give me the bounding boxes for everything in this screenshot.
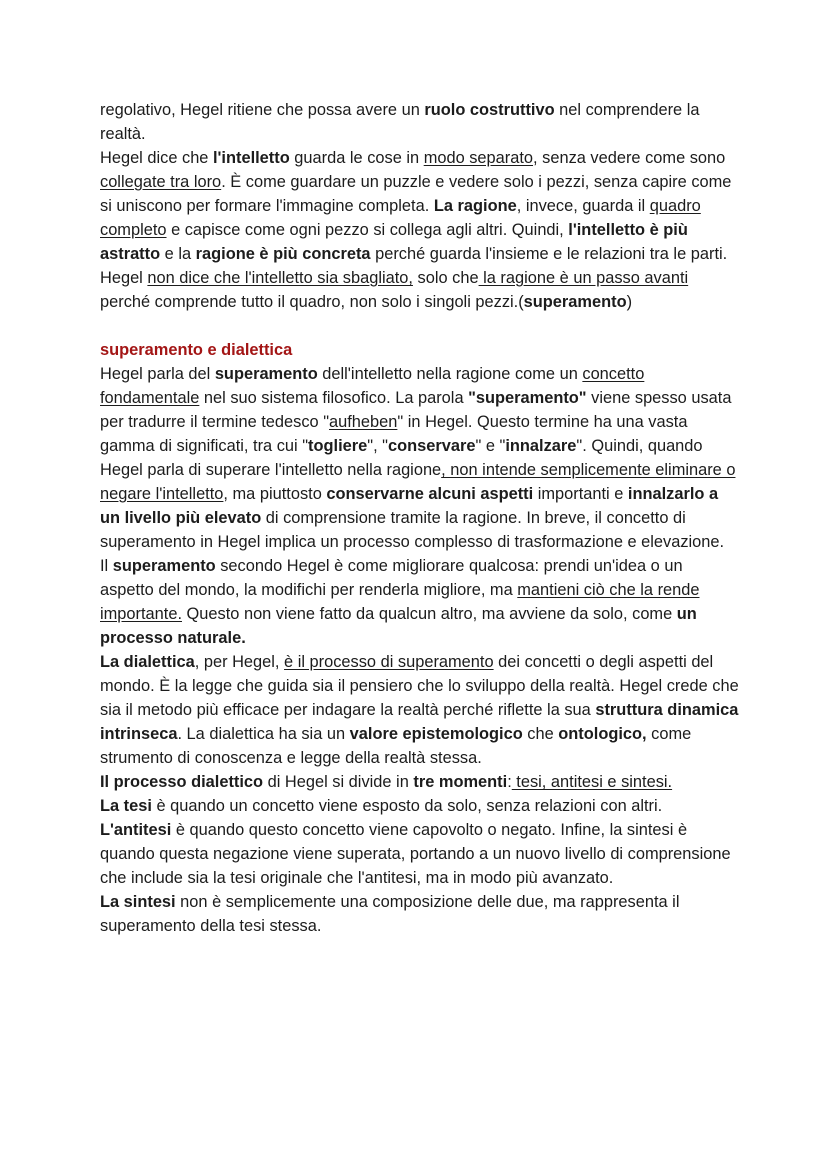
text-run: . La dialettica ha sia un xyxy=(177,725,350,743)
bold-text: conservarne alcuni aspetti xyxy=(326,485,534,503)
bold-text: togliere xyxy=(308,437,368,455)
text-run: " in Hegel. Questo termine ha una vasta gamma di significati, tra cui " xyxy=(100,413,688,455)
text-run: che xyxy=(522,725,559,743)
sintesi-paragraph xyxy=(100,890,740,938)
bold-text: conservare xyxy=(388,437,476,455)
bold-text: valore epistemologico xyxy=(349,725,523,743)
underlined-text: quadro completo xyxy=(100,197,701,239)
antitesi-paragraph xyxy=(100,818,740,890)
text-run: viene spesso usata per tradurre il termine tedesco " xyxy=(100,389,732,431)
text-run: , invece, guarda il xyxy=(516,197,650,215)
text-run: dell'intelletto nella ragione come un xyxy=(317,365,583,383)
bold-text: La sintesi xyxy=(100,893,176,911)
underlined-text: collegate tra loro xyxy=(100,173,222,191)
underlined-text: mantieni ciò che la rende importante. xyxy=(100,581,700,623)
bold-text: l'intelletto xyxy=(212,149,290,167)
underlined-text: modo separato xyxy=(423,149,534,167)
text-run: , per Hegel, xyxy=(194,653,285,671)
text-run: . È come guardare un puzzle e vedere solo i pezzi, senza capire come si uniscono per formare l'immagine completa. xyxy=(100,173,732,215)
superamento-explanation-paragraph xyxy=(100,554,740,650)
text-run: Hegel dice che xyxy=(100,149,213,167)
superamento-paragraph xyxy=(100,362,740,554)
text-run: dei concetti o degli aspetti del mondo. È la legge che guida sia il pensiero che lo sviluppo della realtà. Hegel crede che sia il metodo più efficace per indagare la realtà perché riflette la sua xyxy=(100,653,739,719)
intro-paragraph-2 xyxy=(100,146,740,314)
bold-text: ruolo costruttivo xyxy=(424,101,555,119)
bold-text: superamento xyxy=(523,293,627,311)
underlined-text: concetto fondamentale xyxy=(100,365,645,407)
text-run: Il xyxy=(100,557,113,575)
text-run: solo che xyxy=(412,269,479,287)
text-run: come strumento di conoscenza e legge della realtà stessa. xyxy=(100,725,692,767)
bold-text: ontologico, xyxy=(558,725,647,743)
bold-text: La ragione xyxy=(433,197,517,215)
document-page xyxy=(100,98,740,938)
text-run: ) xyxy=(626,293,633,311)
bold-text: un processo naturale. xyxy=(100,605,697,647)
underlined-text: è il processo di superamento xyxy=(284,653,494,671)
underlined-text: , non intende semplicemente eliminare o negare l'intelletto xyxy=(100,461,736,503)
text-run: importanti e xyxy=(533,485,628,503)
tesi-paragraph xyxy=(100,794,740,818)
text-run: è quando un concetto viene esposto da solo, senza relazioni con altri. xyxy=(151,797,663,815)
text-run: guarda le cose in xyxy=(289,149,424,167)
text-run: , ma piuttosto xyxy=(223,485,327,503)
bold-text: innalzarlo a un livello più elevato xyxy=(100,485,719,527)
text-run: Hegel parla del xyxy=(100,365,215,383)
bold-text: L'antitesi xyxy=(100,821,172,839)
text-run: " e " xyxy=(475,437,506,455)
underlined-text: non dice che l'intelletto sia sbagliato, xyxy=(147,269,413,287)
text-run: è quando questo concetto viene capovolto o negato. Infine, la sintesi è quando questa negazione viene superata, portando a un nuovo livello di comprensione che include sia la tesi originale che l'antitesi, ma in modo più avanzato. xyxy=(100,821,731,887)
text-run: perché guarda l'insieme e le relazioni tra le parti. Hegel xyxy=(100,245,728,287)
text-run: ". Quindi, quando Hegel parla di superare l'intelletto nella ragione xyxy=(100,437,703,479)
bold-text: Il processo dialettico xyxy=(100,773,264,791)
underlined-text: aufheben xyxy=(329,413,398,431)
text-run: ", " xyxy=(367,437,388,455)
text-run: non è semplicemente una composizione delle due, ma rappresenta il superamento della tesi stessa. xyxy=(100,893,680,935)
text-run: di Hegel si divide in xyxy=(263,773,414,791)
bold-text: struttura dinamica intrinseca xyxy=(100,701,739,743)
bold-text: La dialettica xyxy=(100,653,195,671)
bold-text: l'intelletto è più astratto xyxy=(100,221,688,263)
text-run: nel comprendere la realtà. xyxy=(100,101,700,143)
text-run: : xyxy=(507,773,512,791)
text-run: nel suo sistema filosofico. La parola xyxy=(199,389,469,407)
paragraph-gap xyxy=(100,314,740,338)
text-run: regolativo, Hegel ritiene che possa avere un xyxy=(100,101,425,119)
bold-text: innalzare xyxy=(505,437,577,455)
dialettica-paragraph xyxy=(100,650,740,770)
text-run: perché comprende tutto il quadro, non solo i singoli pezzi.( xyxy=(100,293,524,311)
text-run: e capisce come ogni pezzo si collega agli altri. Quindi, xyxy=(166,221,569,239)
bold-text: superamento xyxy=(112,557,216,575)
text-run: , senza vedere come sono xyxy=(533,149,726,167)
text-run: Questo non viene fatto da qualcun altro, ma avviene da solo, come xyxy=(182,605,677,623)
text-run: di comprensione tramite la ragione. In breve, il concetto di superamento in Hegel implica un processo complesso di trasformazione e elevazione. xyxy=(100,509,725,551)
processo-dialettico-paragraph xyxy=(100,770,740,794)
bold-text: "superamento" xyxy=(468,389,587,407)
bold-text: ragione è più concreta xyxy=(195,245,371,263)
underlined-text: la ragione è un passo avanti xyxy=(478,269,689,287)
bold-text: La tesi xyxy=(100,797,152,815)
text-run: e la xyxy=(160,245,196,263)
text-run: secondo Hegel è come migliorare qualcosa: prendi un'idea o un aspetto del mondo, la modifichi per renderla migliore, ma xyxy=(100,557,683,599)
section-heading: superamento e dialettica xyxy=(100,341,293,359)
bold-text: tre momenti xyxy=(413,773,508,791)
underlined-text: tesi, antitesi e sintesi. xyxy=(511,773,673,791)
intro-paragraph-1 xyxy=(100,98,740,146)
bold-text: superamento xyxy=(214,365,318,383)
